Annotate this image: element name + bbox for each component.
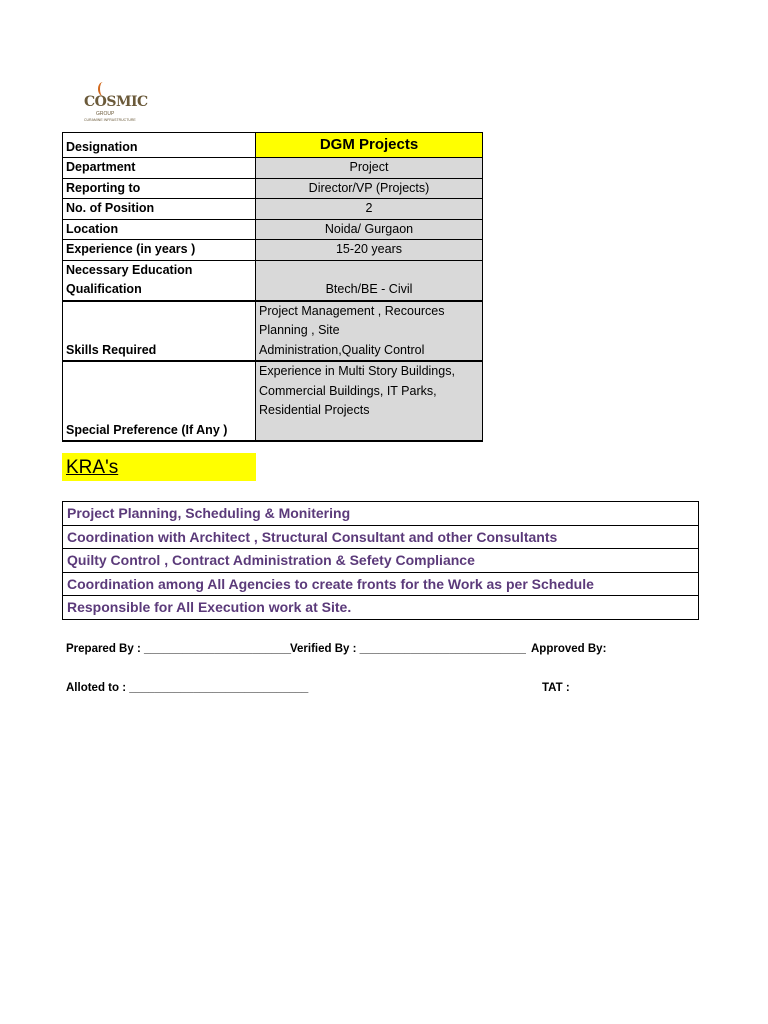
- kra-heading-text: KRA's: [66, 457, 119, 478]
- company-logo: [84, 82, 148, 128]
- preference-line: Experience in Multi Story Buildings,: [259, 364, 455, 378]
- kra-row: [63, 502, 699, 526]
- value-designation: DGM Projects: [256, 133, 483, 158]
- verified-by: Verified By : __________________________: [290, 643, 526, 655]
- row-reporting-to: [63, 178, 483, 199]
- row-designation: [63, 133, 483, 158]
- value-education: Btech/BE - Civil: [256, 260, 483, 301]
- preference-line: Commercial Buildings, IT Parks,: [259, 383, 437, 398]
- kra-item: Quilty Control , Contract Administration & Sefety Compliance: [63, 549, 699, 573]
- skills-line: Planning , Site: [259, 323, 340, 337]
- label-education-line1: Necessary Education: [66, 262, 193, 277]
- value-location: Noida/ Gurgaon: [256, 219, 483, 240]
- prepared-by: Prepared By : _______________________: [66, 643, 292, 655]
- value-skills: [256, 301, 483, 362]
- row-special-preference: [63, 361, 483, 441]
- label-experience: Experience (in years ): [63, 240, 256, 261]
- approved-by: Approved By:: [531, 643, 607, 655]
- value-reporting-to: Director/VP (Projects): [256, 178, 483, 199]
- row-positions: [63, 199, 483, 220]
- row-department: [63, 158, 483, 179]
- kra-table: [62, 501, 699, 620]
- kra-row: [63, 596, 699, 620]
- value-positions: 2: [256, 199, 483, 220]
- row-location: [63, 219, 483, 240]
- kra-row: [63, 572, 699, 596]
- kra-item: Project Planning, Scheduling & Monitering: [63, 502, 699, 526]
- value-experience: 15-20 years: [256, 240, 483, 261]
- value-department: Project: [256, 158, 483, 179]
- label-special-preference: Special Preference (If Any ): [63, 361, 256, 441]
- kra-row: [63, 549, 699, 573]
- label-skills: Skills Required: [63, 301, 256, 362]
- logo-tagline: CURAMINE INFRASTRUCTURE: [84, 118, 136, 122]
- label-positions: No. of Position: [63, 199, 256, 220]
- label-designation: Designation: [63, 133, 256, 158]
- kra-item: Coordination with Architect , Structural Consultant and other Consultants: [63, 525, 699, 549]
- skills-line: Project Management , Recources: [259, 303, 445, 318]
- label-reporting-to: Reporting to: [63, 178, 256, 199]
- label-education-line2: Qualification: [66, 282, 142, 296]
- kra-row: [63, 525, 699, 549]
- row-skills: [63, 301, 483, 362]
- tat: TAT :: [542, 682, 570, 694]
- alloted-to: Alloted to : ____________________________: [66, 682, 309, 694]
- kra-item: Responsible for All Execution work at Site.: [63, 596, 699, 620]
- preference-line: Residential Projects: [259, 403, 370, 417]
- kra-item: Coordination among All Agencies to create fronts for the Work as per Schedule: [63, 572, 699, 596]
- row-experience: [63, 240, 483, 261]
- logo-group: GROUP: [96, 111, 115, 117]
- value-special-preference: [256, 361, 483, 441]
- logo-brand: COSMIC: [84, 94, 148, 110]
- job-info-table: [62, 132, 483, 442]
- label-department: Department: [63, 158, 256, 179]
- skills-line: Administration,Quality Control: [259, 342, 425, 357]
- label-education: [63, 260, 256, 301]
- kra-heading: [62, 453, 256, 481]
- label-location: Location: [63, 219, 256, 240]
- row-education: [63, 260, 483, 301]
